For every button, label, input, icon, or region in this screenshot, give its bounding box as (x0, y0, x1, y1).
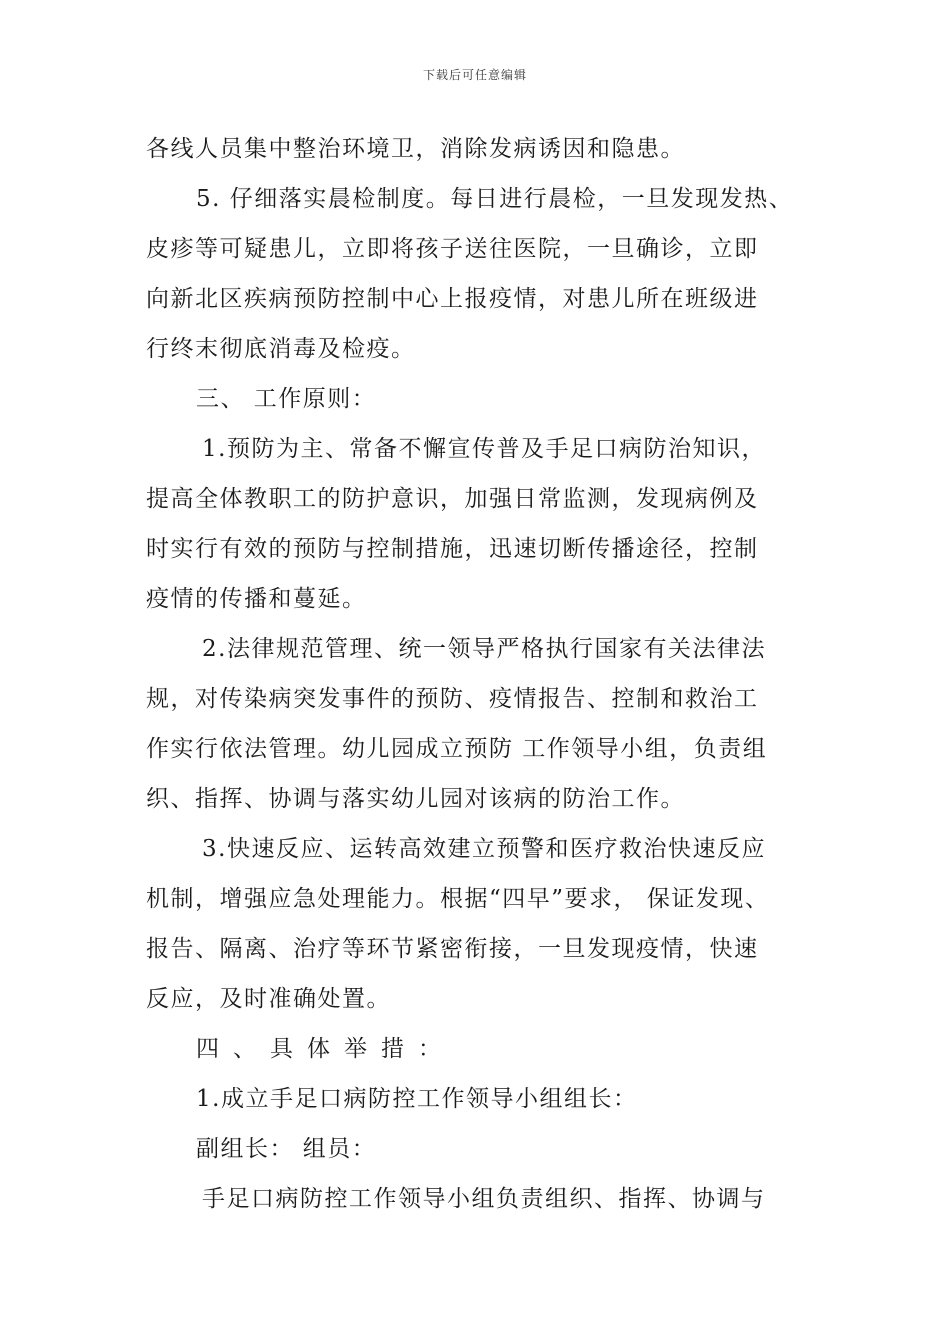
document-body (146, 124, 836, 1224)
text-line: 各线人员集中整治环境卫，消除发病诱因和隐患。 (146, 136, 685, 162)
text-line: 提高全体教职工的防护意识，加强日常监测，发现病例及 (146, 486, 759, 512)
page-header: 下载后可任意编辑 (422, 68, 527, 82)
text-line: 2.法律规范管理、统一领导严格执行国家有关法律法 (202, 636, 766, 662)
text-line: 手足口病防控工作领导小组负责组织、指挥、协调与 (202, 1186, 766, 1212)
text-line: 皮疹等可疑患儿，立即将孩子送往医院，一旦确诊，立即 (146, 236, 759, 262)
text-line: 规，对传染病突发事件的预防、疫情报告、控制和救治工 (146, 686, 759, 712)
text-line: 副组长： 组员： (196, 1136, 377, 1162)
text-line: 机制，增强应急处理能力。根据“四早”要求， 保证发现、 (146, 886, 770, 912)
text-line: 报告、隔离、治疗等环节紧密衔接，一旦发现疫情，快速 (146, 936, 759, 962)
text-line: 3.快速反应、运转高效建立预警和医疗救治快速反应 (202, 836, 766, 862)
text-line: 反应，及时准确处置。 (146, 986, 391, 1012)
section-heading: 四、具体举措： (196, 1036, 455, 1062)
text-line: 疫情的传播和蔓延。 (146, 586, 367, 612)
text-line: 1.预防为主、常备不懈宣传普及手足口病防治知识， (202, 436, 766, 462)
text-line: 1.成立手足口病防控工作领导小组组长： (196, 1086, 638, 1112)
text-line: 5. 仔细落实晨检制度。每日进行晨检，一旦发现发热、 (196, 186, 794, 212)
text-line: 织、指挥、协调与落实幼儿园对该病的防治工作。 (146, 786, 685, 812)
text-line: 向新北区疾病预防控制中心上报疫情，对患儿所在班级进 (146, 286, 759, 312)
section-heading: 三、 工作原则： (196, 386, 377, 412)
text-line: 时实行有效的预防与控制措施，迅速切断传播途径，控制 (146, 536, 759, 562)
text-line: 行终末彻底消毒及检疫。 (146, 336, 416, 362)
text-line: 作实行依法管理。幼儿园成立预防 工作领导小组，负责组 (146, 736, 768, 762)
